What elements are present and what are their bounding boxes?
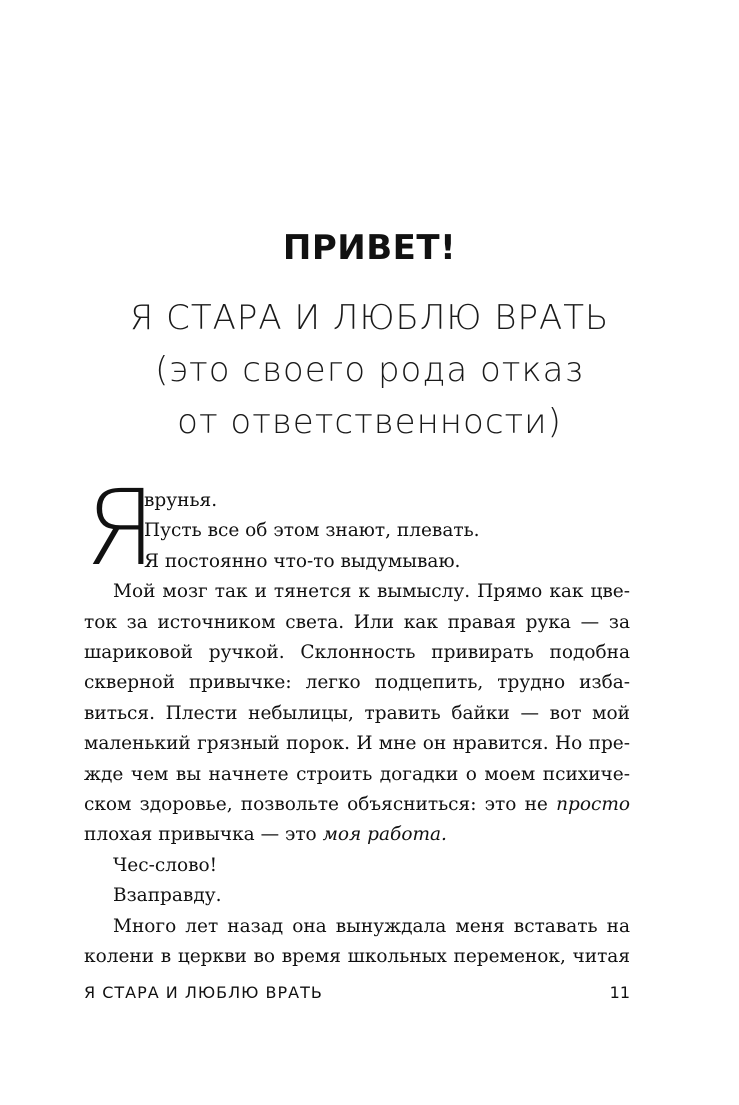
text-line: виться. Плести небылицы, травить байки — вот мой	[84, 702, 630, 724]
page-number: 11	[609, 983, 630, 1002]
text-segment: ском здоровье, позвольте объясниться: это не	[84, 794, 557, 816]
italic-text: просто	[556, 794, 630, 816]
chapter-subtitle	[0, 292, 739, 448]
text-line: Мой мозг так и тянется к вымыслу. Прямо как цве-	[113, 581, 630, 603]
text-line-with-italic	[84, 820, 630, 850]
text-line: Чес-слово!	[113, 854, 218, 876]
text-line: Пусть все об этом знают, плевать.	[144, 520, 480, 542]
text-line: Много лет назад она вынуждала меня вставать на	[113, 915, 630, 937]
text-line: колени в церкви во время школьных переменок, читая	[84, 946, 630, 968]
subtitle-line: (это своего рода отказ	[155, 350, 584, 390]
subtitle-line: от ответственности)	[177, 402, 562, 442]
text-line: Я постоянно что-то выдумываю.	[144, 550, 461, 572]
italic-text: моя работа.	[322, 824, 447, 846]
subtitle-line: Я СТАРА И ЛЮБЛЮ ВРАТЬ	[129, 298, 610, 338]
text-line: маленький грязный порок. И мне он нравится. Но пре-	[84, 733, 630, 755]
running-footer: Я СТАРА И ЛЮБЛЮ ВРАТЬ	[84, 983, 323, 1002]
chapter-title: ПРИВЕТ!	[282, 228, 457, 268]
text-line: шариковой ручкой. Склонность привирать подобна	[84, 642, 630, 664]
text-line: скверной привычке: легко подцепить, трудно изба-	[84, 672, 630, 694]
text-line: Взаправду.	[113, 885, 222, 907]
body-text	[84, 467, 630, 973]
text-segment: плохая привычка — это	[84, 824, 323, 846]
drop-cap: Я	[84, 467, 157, 589]
text-line: жде чем вы начнете строить догадки о моем психиче-	[84, 763, 630, 785]
text-line: врунья.	[144, 490, 218, 511]
text-line: ток за источником света. Или как правая рука — за	[84, 611, 630, 633]
text-line-with-italic	[84, 790, 630, 820]
